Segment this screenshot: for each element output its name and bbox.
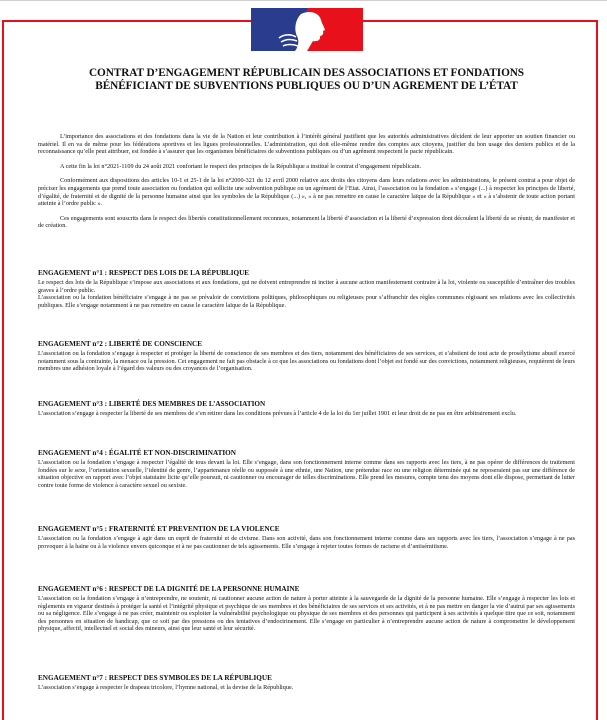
engagement-text: L’association s’engage à respecter la liberté de ses membres de s’en retirer dans les conditions prévues à l’article 4 de la loi du 1er juillet 1901 et leur droit de ne pas en être arbitrairement exclu. [38,410,517,417]
title-line-1: CONTRAT D’ENGAGEMENT RÉPUBLICAIN DES ASSOCIATIONS ET FONDATIONS [89,67,524,79]
marianne-profile-icon [251,8,363,51]
preamble-paragraph: Conformément aux dispositions des articles 10-1 et 25-1 de la loi n°2000-321 du 12 avril 2000 relative aux droits des citoyens dans leurs relations avec les administrations, le présent contrat a pour objet de préciser les engagements que prend toute association ou fondation qui sollicite une subvention publique ou un agrément de l’Etat. Ainsi, l’association ou la fondation « s’engage (...) à respecter les principes de liberté, d’égalité, de fraternité et de dignité de la personne humaine ainsi que les symboles de la République (...) », « à ne pas remettre en cause le caractère laïque de la République » et « à s’abstenir de toute action portant atteinte à l’ordre public ». [38,177,575,208]
engagement-text: L’association ou la fondation s’engage à respecter l’égalité de tous devant la loi. Elle s’engage, dans son fonctionnement interne comme dans ses rapports avec les tiers, à ne pas opérer de différences de traitement fondées sur le sexe, l’orientation sexuelle, l’identité de genre, l’appartenance réelle ou supposée à une ethnie, une Nation, une prétendue race ou une religion déterminée qui ne reposeraient pas sur une différence de situation objective en rapport avec l’objet statutaire licite qu’elle poursuit, ni cautionner ou encourager de telles discriminations. Elle prend les mesures, compte tenu des moyens dont elle dispose, permettant de lutter contre toute forme de violence à caractère sexuel ou sexiste. [38,459,575,489]
engagement-text: Le respect des lois de la République s’impose aux associations et aux fondations, qui ne doivent entreprendre ni inciter à aucune action manifestement contraire à la loi, violente ou susceptible d’entraîner des troubles graves à l’ordre public. [38,279,575,294]
title-line-2: BÉNÉFICIANT DE SUBVENTIONS PUBLIQUES OU D’UN AGREMENT DE L’ÉTAT [95,80,518,92]
preamble-paragraph: L’importance des associations et des fondations dans la vie de la Nation et leur contribution à l’intérêt général justifient que les autorités administratives décident de leur apporter un soutien financier ou matériel. Il en va de même pour les fédérations sportives et les ligues professionnelles. L’administration, qui doit elle-même rendre des comptes aux citoyens, justifier du bon usage des deniers publics et de la reconnaissance qu’elle peut attribuer, est fondée à s’assurer que les organismes bénéficiaires de subventions publiques ou d’un agrément respectent le pacte républicain. [38,133,575,156]
engagement-7 [38,674,575,692]
engagement-heading: ENGAGEMENT n°6 : RESPECT DE LA DIGNITÉ DE LA PERSONNE HUMAINE [38,585,300,593]
engagement-heading: ENGAGEMENT n°3 : LIBERTÉ DES MEMBRES DE L’ASSOCIATION [38,400,266,408]
engagement-3 [38,400,575,418]
top-divider [0,0,607,1]
engagement-heading: ENGAGEMENT n°7 : RESPECT DES SYMBOLES DE LA RÉPUBLIQUE [38,674,272,682]
preamble [38,133,575,230]
engagement-2 [38,340,575,373]
preamble-paragraph: A cette fin la loi n°2021-1109 du 24 août 2021 confortant le respect des principes de la République a institué le contrat d’engagement républicain. [60,162,422,170]
engagement-4 [38,449,575,489]
engagement-text: L’association ou la fondation s’engage à respecter et protéger la liberté de conscience de ses membres et des tiers, notamment des bénéficiaires de ses services, et s’abstient de tout acte de prosélytisme abusif exercé notamment sous la contrainte, la menace ou la pression. Cet engagement ne fait pas obstacle à ce que les associations ou fondations dont l’objet est fondé sur des convictions, notamment religieuses, requièrent de leurs membres une adhésion loyale à l’égard des valeurs ou des croyances de l’organisation. [38,350,575,373]
engagement-6 [38,585,575,633]
engagement-heading: ENGAGEMENT n°1 : RESPECT DES LOIS DE LA RÉPUBLIQUE [38,269,250,277]
engagement-heading: ENGAGEMENT n°5 : FRATERNITÉ ET PREVENTION DE LA VIOLENCE [38,525,280,533]
preamble-paragraph: Ces engagements sont souscrits dans le respect des libertés constitutionnellement reconnues, notamment la liberté d’association et la liberté d’expression dont découlent la liberté de se réunir, de manifester et de création. [38,214,575,230]
engagement-heading: ENGAGEMENT n°4 : ÉGALITÉ ET NON-DISCRIMINATION [38,449,236,457]
engagement-text: L’association ou la fondation s’engage à n’entreprendre, ne soutenir, ni cautionner aucune action de nature à porter atteinte à la sauvegarde de la dignité de la personne humaine. Elle s’engage à respecter les lois et règlements en vigueur destinés à protéger la santé et l’intégrité physique et psychique de ses membres et des bénéficiaires de ses services et ses activités, et à ne pas mettre en danger la vie d’autrui par ses agissements ou sa négligence. Elle s’engage à ne pas créer, maintenir ou exploiter la vulnérabilité psychologique ou physique de ses membres et des personnes qui participent à ses activités à quelque titre que ce soit, notamment des personnes en situation de handicap, que ce soit par des pressions ou des tentatives d’endoctrinement. Elle s’engage en particulier à n’entreprendre aucune action de nature à compromettre le développement physique, affectif, intellectuel et social des mineurs, ainsi que leur santé et leur sécurité. [38,595,575,633]
engagement-text: L’association s’engage à respecter le drapeau tricolore, l’hymne national, et la devise de la République. [38,684,294,691]
engagement-1 [38,269,575,309]
engagement-text: L’association ou la fondation bénéficiaire s’engage à ne pas se prévaloir de convictions politiques, philosophiques ou religieuses pour s’affranchir des règles communes régissant ses relations avec les collectivités publiques. Elle s’engage notamment à ne pas remettre en cause le caractère laïque de la République. [38,294,575,309]
engagement-heading: ENGAGEMENT n°2 : LIBERTÉ DE CONSCIENCE [38,340,203,348]
engagement-5 [38,525,575,550]
document-title [38,67,575,93]
document-body [38,67,575,237]
marianne-logo [251,8,363,51]
engagement-text: L’association ou la fondation s’engage à agir dans un esprit de fraternité et de civisme. Dans son activité, dans son fonctionnement interne comme dans ses rapports avec les tiers, l’association s’engage à ne pas provoquer à la haine ou à la violence envers quiconque et à ne pas cautionner de tels agissements. Elle s’engage à rejeter toutes formes de racisme et d’antisémitisme. [38,535,575,550]
